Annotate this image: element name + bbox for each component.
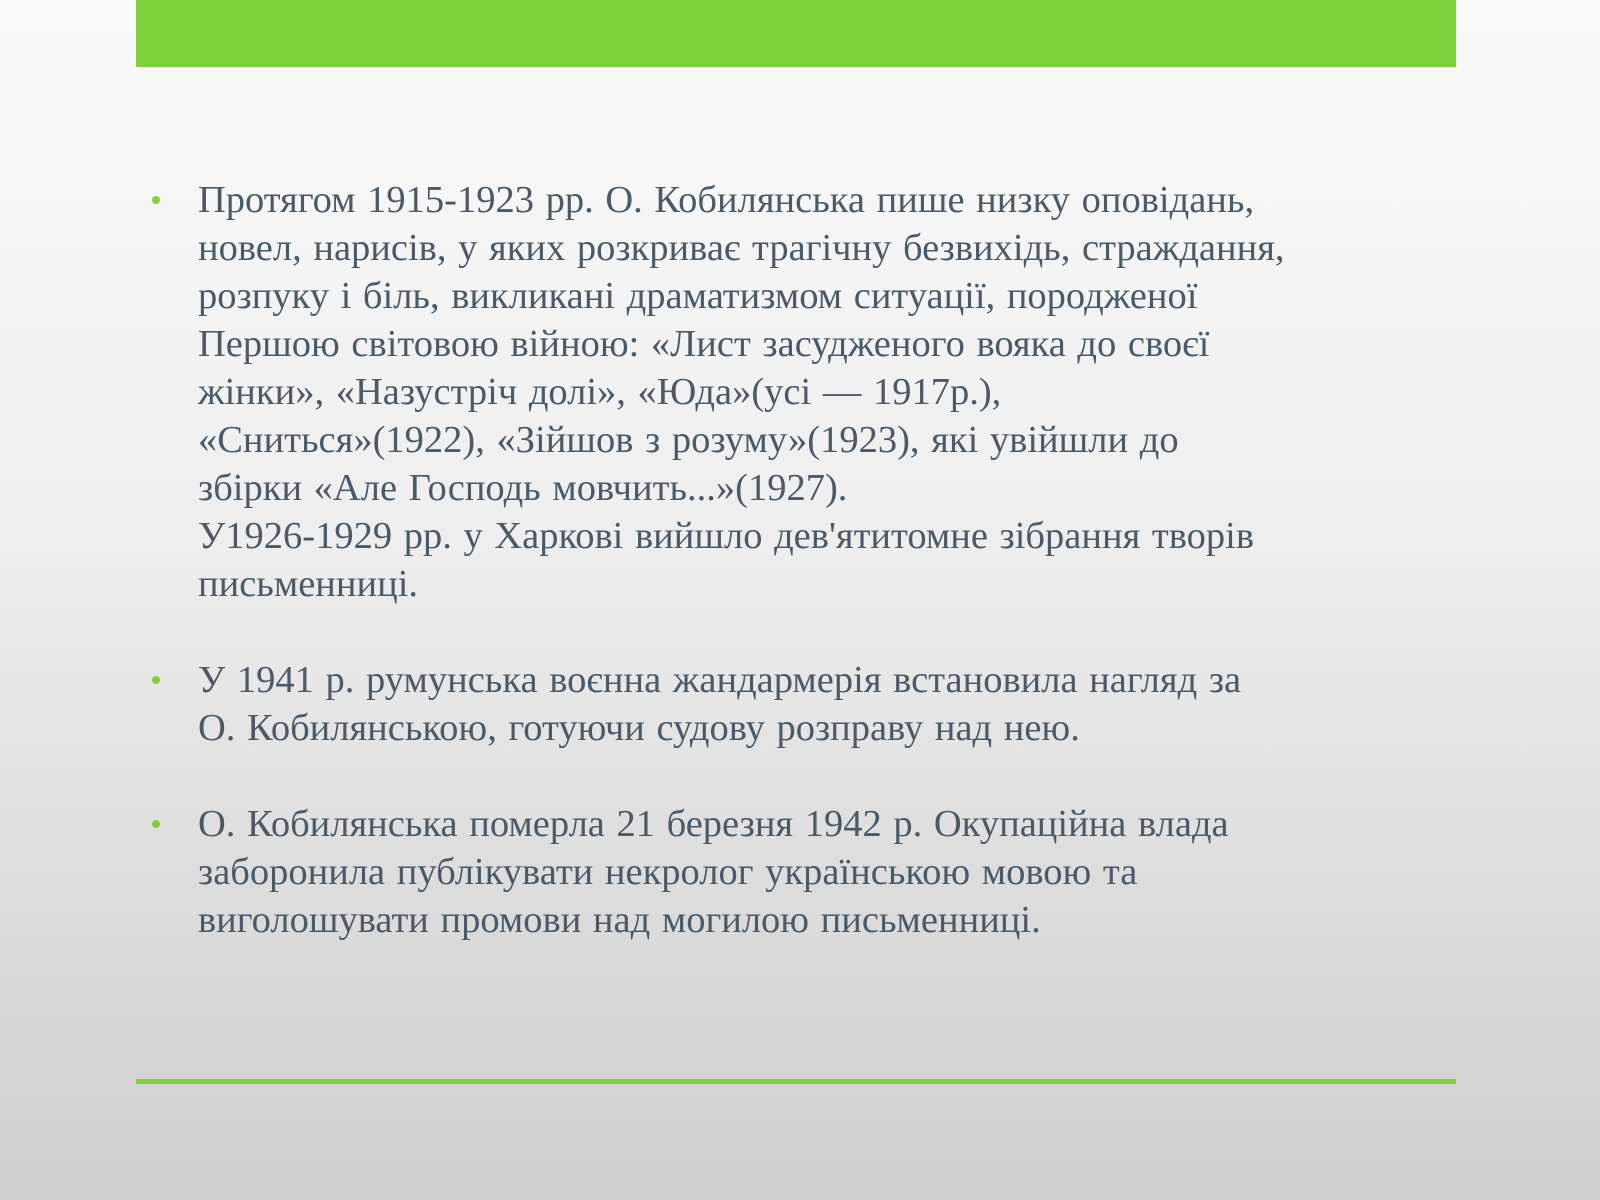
- text-line: збірки «Але Господь мовчить...»(1927).: [198, 467, 848, 509]
- bullet-item-1941-surveillance: [148, 656, 1448, 752]
- text-line: заборонила публікувати некролог українською мовою та: [198, 851, 1138, 893]
- text-line: У 1941 р. румунська воєнна жандармерія встановила нагляд за: [198, 659, 1242, 701]
- text-line: О. Кобилянською, готуючи судову розправу над нею.: [198, 707, 1080, 749]
- text-line: розпуку і біль, викликані драматизмом ситуації, породженої: [198, 275, 1198, 317]
- bullet-item-1942-death: [148, 800, 1448, 944]
- text-line: Першою світовою війною: «Лист засудженого вояка до своєї: [198, 323, 1210, 365]
- bottom-accent-rule: [136, 1079, 1456, 1084]
- text-line: виголошувати промови над могилою письменниці.: [198, 899, 1041, 941]
- text-line: новел, нарисів, у яких розкриває трагічну безвихідь, страждання,: [198, 227, 1285, 269]
- text-line: Протягом 1915-1923 рр. О. Кобилянська пише низку оповідань,: [198, 179, 1255, 221]
- bullet-dot-icon: [152, 676, 160, 684]
- bullet-item-works-1915-1923: [148, 176, 1448, 608]
- top-accent-bar: [136, 0, 1456, 67]
- text-line: У1926-1929 рр. у Харкові вийшло дев'ятитомне зібрання творів: [198, 515, 1255, 557]
- text-line: О. Кобилянська померла 21 березня 1942 р. Окупаційна влада: [198, 803, 1229, 845]
- text-line: «Сниться»(1922), «Зійшов з розуму»(1923), які увійшли до: [198, 419, 1179, 461]
- bullet-list: [148, 176, 1448, 944]
- text-line: письменниці.: [198, 563, 419, 605]
- bullet-dot-icon: [152, 820, 160, 828]
- bullet-dot-icon: [152, 196, 160, 204]
- text-line: жінки», «Назустріч долі», «Юда»(усі — 1917р.),: [198, 371, 1002, 413]
